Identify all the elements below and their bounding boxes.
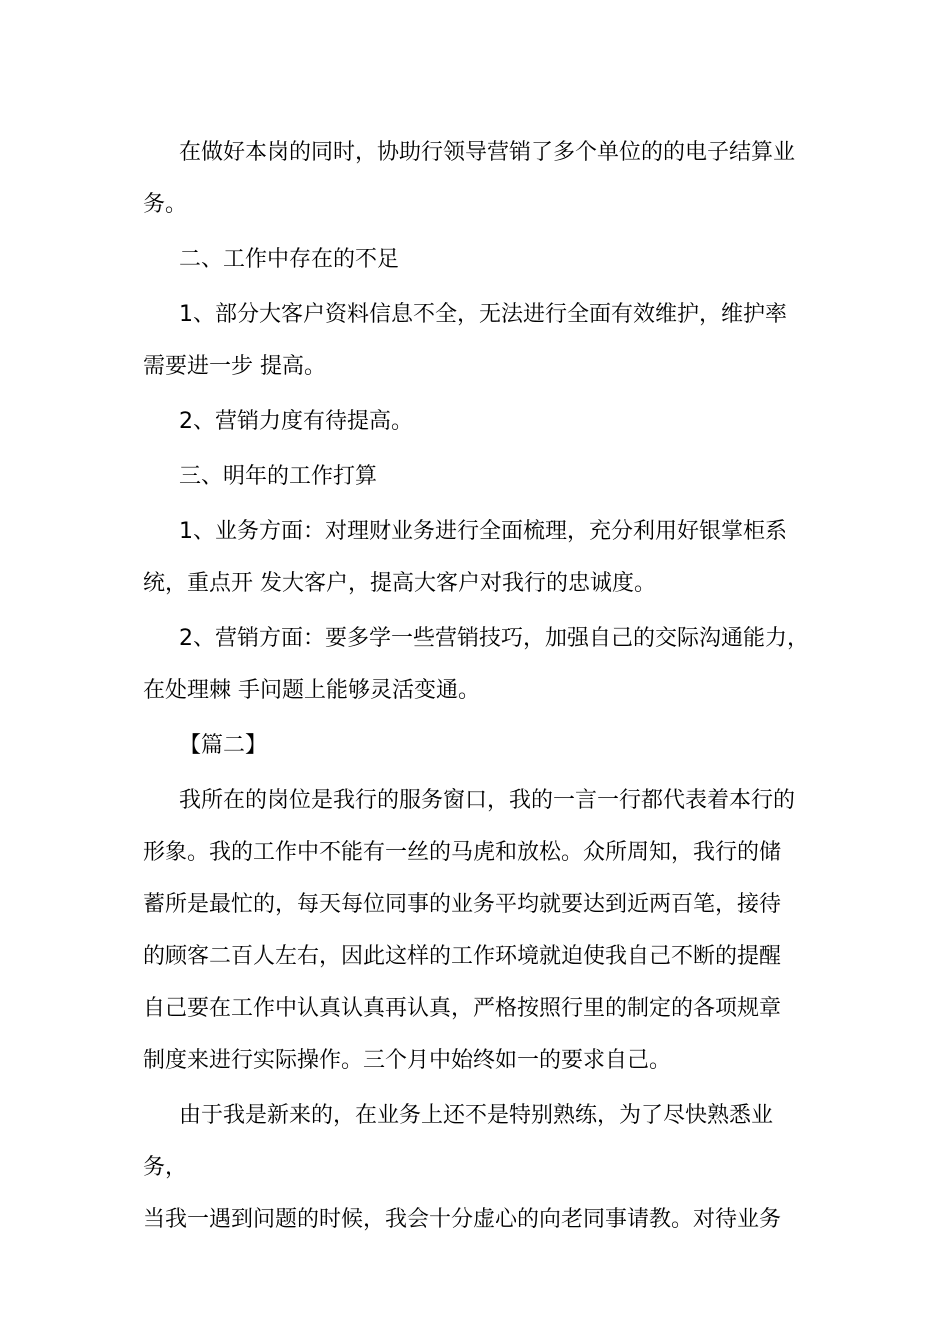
chapter-heading	[143, 720, 811, 772]
text-line: 1、部分大客户资料信息不全，无法进行全面有效维护，维护率	[179, 302, 787, 327]
section-heading	[143, 234, 811, 286]
text-line: 当我一遇到问题的时候，我会十分虚心的向老同事请教。对待业务	[143, 1207, 782, 1232]
text-line: 蓄所是最忙的，每天每位同事的业务平均就要达到近两百笔，接待	[143, 892, 782, 917]
text-line: 【篇二】	[179, 733, 268, 758]
paragraph	[143, 613, 811, 717]
text-line: 统，重点开 发大客户，提高大客户对我行的忠诚度。	[143, 571, 656, 596]
section-heading	[143, 451, 811, 503]
text-line: 2、营销力度有待提高。	[179, 409, 413, 434]
text-line: 2、营销方面：要多学一些营销技巧，加强自己的交际沟通能力，	[179, 626, 809, 651]
text-line: 自己要在工作中认真认真再认真，严格按照行里的制定的各项规章	[143, 996, 782, 1021]
text-line: 1、业务方面：对理财业务进行全面梳理，充分利用好银掌柜系	[179, 519, 787, 544]
text-line: 务。	[143, 192, 188, 217]
text-line: 我所在的岗位是我行的服务窗口，我的一言一行都代表着本行的	[179, 788, 796, 813]
paragraph	[143, 775, 811, 1087]
text-line: 在做好本岗的同时，协助行领导营销了多个单位的的电子结算业	[179, 140, 796, 165]
paragraph	[143, 289, 811, 393]
text-line: 形象。我的工作中不能有一丝的马虎和放松。众所周知，我行的储	[143, 840, 782, 865]
text-line: 三、明年的工作打算	[179, 464, 378, 489]
text-line: 二、工作中存在的不足	[179, 247, 400, 272]
paragraph	[143, 506, 811, 610]
document-body	[143, 127, 811, 1246]
text-line: 需要进一步 提高。	[143, 354, 326, 379]
text-line: 由于我是新来的，在业务上还不是特别熟练，为了尽快熟悉业务，	[143, 1103, 774, 1180]
text-line: 制度来进行实际操作。三个月中始终如一的要求自己。	[143, 1048, 672, 1073]
text-line: 在处理棘 手问题上能够灵活变通。	[143, 678, 480, 703]
paragraph	[143, 1090, 811, 1246]
paragraph	[143, 396, 811, 448]
text-line: 的顾客二百人左右，因此这样的工作环境就迫使我自己不断的提醒	[143, 944, 782, 969]
paragraph	[143, 127, 811, 231]
